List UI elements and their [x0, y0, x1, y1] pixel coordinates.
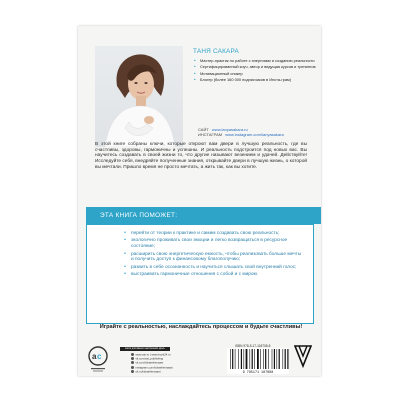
closing-slogan: Играйте с реальностью, наслаждайтесь процессом и будьте счастливы!	[99, 324, 303, 330]
site-label: САЙТ	[198, 127, 209, 132]
ok-icon	[131, 370, 134, 373]
helps-title: ЭТА КНИГА ПОМОЖЕТ:	[100, 212, 178, 219]
helps-box	[86, 224, 314, 324]
author-links	[198, 127, 284, 137]
barcode	[227, 348, 289, 374]
publisher-socials	[131, 353, 173, 374]
social-row[interactable]: www.ast.ru | www.book24.ru	[131, 353, 173, 357]
instagram-row	[198, 132, 284, 137]
instagram-icon	[131, 366, 134, 369]
book-description: В этой книге собраны ключи, которые откроют вам двери в лучшую реальность, где вы счастливы, здоровы, гармоничны и успешны. И реальность подстроится под новых вас. Вы научитесь создавать в своей жизни то, что другие называют везением и удачей. Действуйте! Исследуйте себя, внедряйте полученные знания, открывайте двери в лучшую жизнь, о которой вы мечтали. Пришло время не просто мечтать, а жить так, как вы хотите.	[95, 142, 307, 170]
site-link[interactable]: www.lanyasakara.ru	[211, 127, 248, 132]
svg-text:c: c	[97, 352, 102, 361]
book-back-cover	[78, 26, 321, 376]
globe-icon	[131, 353, 134, 356]
social-row[interactable]: instagram.com/lubatelesnaast	[131, 366, 173, 370]
ast-logo-icon	[88, 346, 108, 374]
vk-icon	[131, 357, 134, 360]
helps-item: • экологично проживать свои эмоции и легко возвращаться в ресурсное состояние;	[131, 238, 305, 249]
v-arrow-logo-icon	[293, 344, 313, 368]
barcode-digits: 9 785171 187088	[242, 371, 274, 374]
bio-item: • Блогер (более 160 000 подписчиков в Инста-грам)	[193, 78, 318, 83]
helps-item: • перейти от теории к практике и самим создавать свою реальность;	[131, 231, 305, 237]
isbn-number: ISBN 978-5-17-118708-8	[235, 344, 271, 348]
social-row[interactable]: vk.com/lubatelesnaast	[131, 361, 173, 365]
publisher-tagline: книги для вашего настроения здесь	[120, 347, 170, 351]
helps-item: • расширить свою энергетическую емкость, чтобы реализовать больше мечты и получить доступ к финансовому благополучию;	[131, 252, 305, 263]
instagram-label: ИНСТАГРАМ	[198, 132, 223, 138]
instagram-link[interactable]: www.instagram.com/lanyasakara	[225, 132, 284, 138]
helps-header-bar	[86, 207, 321, 224]
bio-item: • Мастер-практик по работе с энергиями и созданию реальности	[193, 59, 318, 64]
author-name: ТАНЯ САКАРА	[193, 48, 239, 55]
author-bio	[193, 48, 318, 84]
bio-item: • Мотивационный спикер	[193, 72, 318, 77]
author-bio-list	[193, 59, 318, 83]
author-portrait	[95, 46, 183, 147]
social-row[interactable]: ok.ru/lubatelesnaast	[131, 370, 173, 374]
svg-text:a: a	[92, 352, 97, 361]
helps-item: • развить в себе осознанность и научиться слышать свой внутренний голос;	[131, 265, 305, 271]
helps-item: • выстраивать гармоничные отношения с собой и с миром.	[131, 272, 305, 278]
social-row[interactable]: vk.com/ast_publishing	[131, 357, 173, 361]
bio-item: • Сертифицированный коуч, автор и ведущая курсов и тренингов	[193, 65, 318, 70]
helps-list	[87, 225, 313, 278]
vk-icon	[131, 361, 134, 364]
